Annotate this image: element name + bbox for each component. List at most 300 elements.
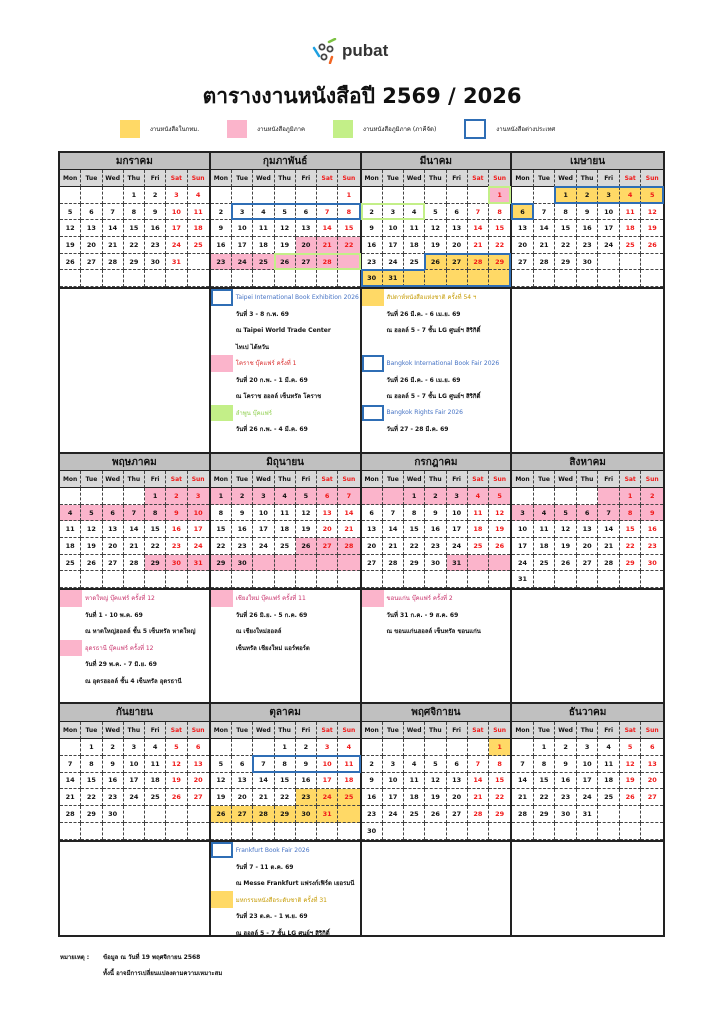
empty-cell xyxy=(383,739,404,756)
empty-cell xyxy=(296,823,317,840)
day-cell: 9 xyxy=(232,505,253,522)
day-cell: 24 xyxy=(598,237,620,254)
weekday-header: Thu xyxy=(425,722,446,739)
month-calendar xyxy=(512,454,663,588)
empty-cell xyxy=(253,571,274,588)
day-cell: 30 xyxy=(555,806,577,823)
empty-cell xyxy=(468,270,489,287)
day-cell: 13 xyxy=(641,756,663,773)
month-calendar xyxy=(60,153,211,287)
day-cell: 21 xyxy=(598,538,620,555)
empty-cell xyxy=(598,488,620,505)
day-cell: 8 xyxy=(338,204,359,221)
month-name: ธันวาคม xyxy=(512,704,663,722)
empty-cell xyxy=(620,571,642,588)
empty-cell xyxy=(534,823,556,840)
month-calendar xyxy=(362,704,513,840)
legend-swatch xyxy=(464,119,486,139)
day-cell: 29 xyxy=(211,555,232,572)
day-cell: 16 xyxy=(641,521,663,538)
empty-cell xyxy=(425,823,446,840)
month-name: สิงหาคม xyxy=(512,454,663,471)
day-cell: 14 xyxy=(338,505,359,522)
weekday-header: Sun xyxy=(641,722,663,739)
event-title xyxy=(211,590,360,607)
day-cell: 17 xyxy=(253,521,274,538)
weekday-header: Tue xyxy=(232,722,253,739)
weekday-header: Tue xyxy=(534,722,556,739)
empty-cell xyxy=(145,571,166,588)
day-cell: 10 xyxy=(166,204,187,221)
day-cell: 30 xyxy=(577,254,599,271)
day-cell: 14 xyxy=(253,773,274,790)
events-column xyxy=(362,842,513,935)
day-cell: 28 xyxy=(253,806,274,823)
day-cell: 18 xyxy=(404,237,425,254)
note-line: ข้อมูล ณ วันที่ 19 พฤศจิกายน 2568 xyxy=(103,954,201,961)
empty-cell xyxy=(124,488,145,505)
day-cell: 21 xyxy=(317,237,338,254)
weekday-header: Tue xyxy=(81,471,102,488)
empty-cell xyxy=(512,270,534,287)
day-cell: 16 xyxy=(577,220,599,237)
day-cell: 5 xyxy=(425,756,446,773)
day-cell: 11 xyxy=(188,204,209,221)
day-cell: 31 xyxy=(577,806,599,823)
day-cell: 1 xyxy=(211,488,232,505)
day-cell: 4 xyxy=(145,739,166,756)
day-cell: 22 xyxy=(534,789,556,806)
day-cell: 1 xyxy=(81,739,102,756)
weekday-header: Thu xyxy=(577,722,599,739)
day-cell: 22 xyxy=(555,237,577,254)
empty-cell xyxy=(211,739,232,756)
weekday-header: Tue xyxy=(534,471,556,488)
day-cell: 13 xyxy=(188,756,209,773)
event-outline xyxy=(511,203,534,221)
weekday-header: Fri xyxy=(598,471,620,488)
event-marker xyxy=(60,640,82,657)
weekday-header: Fri xyxy=(296,722,317,739)
weekday-header: Sun xyxy=(188,170,209,187)
empty-cell xyxy=(598,806,620,823)
day-cell: 26 xyxy=(620,789,642,806)
day-cell: 28 xyxy=(317,254,338,271)
weekday-header: Wed xyxy=(555,722,577,739)
quarter-2 xyxy=(58,452,665,588)
day-cell: 18 xyxy=(275,521,296,538)
page-title: ตารางงานหนังสือปี 2569 / 2026 xyxy=(202,84,522,108)
day-cell: 20 xyxy=(577,538,599,555)
empty-cell xyxy=(60,187,81,204)
empty-cell xyxy=(211,270,232,287)
day-cell: 29 xyxy=(534,806,556,823)
day-cell: 31 xyxy=(317,806,338,823)
empty-cell xyxy=(447,739,468,756)
day-cell: 19 xyxy=(211,789,232,806)
day-cell: 15 xyxy=(489,773,510,790)
day-cell: 26 xyxy=(489,538,510,555)
weekday-header: Fri xyxy=(447,722,468,739)
day-cell: 3 xyxy=(383,204,404,221)
day-cell: 15 xyxy=(404,521,425,538)
day-cell: 8 xyxy=(489,204,510,221)
day-cell: 4 xyxy=(620,187,642,204)
day-cell: 20 xyxy=(641,773,663,790)
day-cell: 14 xyxy=(383,521,404,538)
day-cell: 15 xyxy=(124,220,145,237)
empty-cell xyxy=(317,823,338,840)
day-cell: 3 xyxy=(253,488,274,505)
day-cell: 3 xyxy=(512,505,534,522)
day-cell: 6 xyxy=(577,505,599,522)
event-outline xyxy=(252,203,274,221)
month-name: กันยายน xyxy=(60,704,209,722)
weekday-header: Sat xyxy=(468,170,489,187)
day-cell: 28 xyxy=(468,254,489,271)
day-cell: 25 xyxy=(145,789,166,806)
day-cell: 25 xyxy=(598,789,620,806)
day-cell: 19 xyxy=(555,538,577,555)
day-cell: 27 xyxy=(81,254,102,271)
day-cell: 26 xyxy=(166,789,187,806)
day-cell: 30 xyxy=(145,254,166,271)
day-cell: 29 xyxy=(489,806,510,823)
event-detail: วันที่ 20 ก.พ. - 1 มี.ค. 69 xyxy=(235,376,308,384)
event-outline xyxy=(446,269,468,287)
events-column xyxy=(512,289,663,452)
day-cell: 17 xyxy=(598,220,620,237)
weekday-header: Fri xyxy=(296,471,317,488)
day-cell: 11 xyxy=(275,505,296,522)
weekday-header: Sat xyxy=(166,170,187,187)
weekday-header: Mon xyxy=(60,722,81,739)
day-cell: 8 xyxy=(404,505,425,522)
event-detail: วันที่ 3 - 8 ก.พ. 69 xyxy=(235,310,289,318)
day-cell: 31 xyxy=(447,555,468,572)
event-outline xyxy=(488,253,511,271)
day-cell: 10 xyxy=(124,756,145,773)
legend-label: งานหนังสือต่างประเทศ xyxy=(496,126,556,133)
weekday-header: Thu xyxy=(577,170,599,187)
day-cell: 6 xyxy=(512,204,534,221)
events-column xyxy=(512,842,663,935)
weekday-header: Fri xyxy=(598,170,620,187)
day-cell: 21 xyxy=(512,789,534,806)
day-cell: 25 xyxy=(620,237,642,254)
day-cell: 30 xyxy=(362,270,383,287)
empty-cell xyxy=(598,270,620,287)
empty-cell xyxy=(362,739,383,756)
day-cell: 1 xyxy=(555,187,577,204)
day-cell: 6 xyxy=(447,204,468,221)
day-cell: 23 xyxy=(577,237,599,254)
weekday-header: Wed xyxy=(253,170,274,187)
event-title xyxy=(60,590,209,607)
weekday-header: Sun xyxy=(338,170,359,187)
empty-cell xyxy=(103,270,124,287)
empty-cell xyxy=(145,823,166,840)
event-detail: ณ Messe Frankfurt แฟรงก์เฟิร์ต เยอรมนี xyxy=(235,880,355,888)
day-cell: 1 xyxy=(404,488,425,505)
day-cell: 21 xyxy=(534,237,556,254)
empty-cell xyxy=(338,571,359,588)
empty-cell xyxy=(296,187,317,204)
day-cell: 21 xyxy=(338,521,359,538)
empty-cell xyxy=(211,823,232,840)
day-cell: 11 xyxy=(598,756,620,773)
day-cell: 2 xyxy=(232,488,253,505)
event-outline xyxy=(274,253,296,271)
empty-cell xyxy=(188,823,209,840)
event-title xyxy=(211,405,360,422)
day-cell: 2 xyxy=(145,187,166,204)
empty-cell xyxy=(253,823,274,840)
empty-cell xyxy=(103,571,124,588)
day-cell: 9 xyxy=(103,756,124,773)
day-cell: 17 xyxy=(166,220,187,237)
empty-cell xyxy=(512,823,534,840)
day-cell: 15 xyxy=(620,521,642,538)
day-cell: 12 xyxy=(641,204,663,221)
month-name: กรกฎาคม xyxy=(362,454,511,471)
event-detail: ณ หาดใหญ่ฮอลล์ ชั้น 5 เซ็นทรัล หาดใหญ่ xyxy=(85,628,196,636)
day-cell: 25 xyxy=(468,538,489,555)
weekday-header: Thu xyxy=(124,471,145,488)
day-cell: 1 xyxy=(489,739,510,756)
day-cell: 21 xyxy=(468,789,489,806)
event-title-text: ลำพูน บุ๊คแฟร์ xyxy=(235,409,272,417)
event-outline xyxy=(337,755,360,773)
day-cell: 28 xyxy=(60,806,81,823)
day-cell: 3 xyxy=(232,204,253,221)
day-cell: 18 xyxy=(253,237,274,254)
day-cell: 20 xyxy=(447,237,468,254)
day-cell: 28 xyxy=(534,254,556,271)
event-outline xyxy=(403,269,425,287)
event-detail: ณ โคราช ฮอลล์ เซ็นทรัล โคราช xyxy=(235,393,322,401)
event-outline xyxy=(554,186,577,204)
events-panel xyxy=(58,840,665,937)
weekday-header: Mon xyxy=(512,170,534,187)
empty-cell xyxy=(534,270,556,287)
day-cell: 29 xyxy=(124,254,145,271)
day-cell: 15 xyxy=(211,521,232,538)
empty-cell xyxy=(362,187,383,204)
day-cell: 9 xyxy=(555,756,577,773)
empty-cell xyxy=(81,488,102,505)
event-outline xyxy=(252,755,274,773)
day-cell: 8 xyxy=(489,756,510,773)
day-cell: 2 xyxy=(362,756,383,773)
day-cell: 1 xyxy=(124,187,145,204)
day-cell: 10 xyxy=(577,756,599,773)
weekday-header: Fri xyxy=(145,170,166,187)
empty-cell xyxy=(620,254,642,271)
day-cell: 3 xyxy=(447,488,468,505)
weekday-header: Wed xyxy=(404,170,425,187)
day-cell: 22 xyxy=(211,538,232,555)
day-cell: 16 xyxy=(296,773,317,790)
event-outline xyxy=(467,269,489,287)
month-name: มีนาคม xyxy=(362,153,511,170)
logo-mark-icon xyxy=(312,38,338,64)
day-cell: 27 xyxy=(317,538,338,555)
day-cell: 4 xyxy=(338,739,359,756)
day-cell: 18 xyxy=(338,773,359,790)
event-outline xyxy=(488,186,511,204)
empty-cell xyxy=(577,823,599,840)
day-cell: 23 xyxy=(555,789,577,806)
empty-cell xyxy=(166,571,187,588)
day-cell: 23 xyxy=(232,538,253,555)
weekday-header: Fri xyxy=(145,471,166,488)
event-title-text: มหกรรมหนังสือระดับชาติ ครั้งที่ 31 xyxy=(235,896,328,904)
weekday-header: Tue xyxy=(232,471,253,488)
event-title-text: Taipei International Book Exhibition 2026 xyxy=(235,293,359,301)
month-calendar xyxy=(211,704,362,840)
day-cell: 6 xyxy=(641,739,663,756)
event-marker xyxy=(362,405,384,422)
day-cell: 16 xyxy=(362,789,383,806)
empty-cell xyxy=(383,823,404,840)
event-outline xyxy=(274,755,296,773)
day-cell: 14 xyxy=(534,220,556,237)
day-cell: 2 xyxy=(296,739,317,756)
day-cell: 26 xyxy=(641,237,663,254)
day-cell: 28 xyxy=(383,555,404,572)
day-cell: 10 xyxy=(188,505,209,522)
weekday-header: Sat xyxy=(317,471,338,488)
day-cell: 18 xyxy=(598,773,620,790)
weekday-header: Tue xyxy=(81,722,102,739)
empty-cell xyxy=(425,571,446,588)
day-cell: 22 xyxy=(275,789,296,806)
day-cell: 7 xyxy=(598,505,620,522)
empty-cell xyxy=(447,823,468,840)
day-cell: 10 xyxy=(447,505,468,522)
empty-cell xyxy=(362,571,383,588)
day-cell: 16 xyxy=(145,220,166,237)
weekday-header: Mon xyxy=(211,722,232,739)
day-cell: 9 xyxy=(577,204,599,221)
day-cell: 10 xyxy=(253,505,274,522)
empty-cell xyxy=(60,488,81,505)
empty-cell xyxy=(232,187,253,204)
weekday-header: Tue xyxy=(383,722,404,739)
empty-cell xyxy=(577,270,599,287)
weekday-header: Sat xyxy=(620,170,642,187)
event-outline xyxy=(446,253,468,271)
event-title-text: หาดใหญ่ บุ๊คแฟร์ ครั้งที่ 12 xyxy=(85,595,155,603)
empty-cell xyxy=(598,823,620,840)
empty-cell xyxy=(512,187,534,204)
day-cell: 14 xyxy=(468,220,489,237)
day-cell: 12 xyxy=(555,521,577,538)
empty-cell xyxy=(555,823,577,840)
empty-cell xyxy=(447,571,468,588)
day-cell: 15 xyxy=(275,773,296,790)
day-cell: 19 xyxy=(620,773,642,790)
day-cell: 7 xyxy=(317,204,338,221)
day-cell: 5 xyxy=(620,739,642,756)
events-panel xyxy=(58,287,665,454)
day-cell: 24 xyxy=(166,237,187,254)
day-cell: 17 xyxy=(188,521,209,538)
weekday-header: Wed xyxy=(404,471,425,488)
empty-cell xyxy=(253,270,274,287)
empty-cell xyxy=(534,571,556,588)
day-cell: 18 xyxy=(60,538,81,555)
day-cell: 2 xyxy=(103,739,124,756)
event-marker xyxy=(211,355,233,372)
day-cell: 21 xyxy=(124,538,145,555)
event-detail: ณ ขอนแก่นฮอลล์ เซ็นทรัล ขอนแก่น xyxy=(386,628,481,636)
day-cell: 13 xyxy=(296,220,317,237)
event-detail: วันที่ 27 - 28 มี.ค. 69 xyxy=(386,426,449,434)
weekday-header: Thu xyxy=(275,170,296,187)
month-name: กุมภาพันธ์ xyxy=(211,153,360,170)
empty-cell xyxy=(555,488,577,505)
empty-cell xyxy=(383,187,404,204)
day-cell: 15 xyxy=(81,773,102,790)
day-cell: 26 xyxy=(425,254,446,271)
empty-cell xyxy=(425,739,446,756)
weekday-header: Wed xyxy=(555,170,577,187)
events-column xyxy=(362,289,513,452)
day-cell: 24 xyxy=(577,789,599,806)
day-cell: 12 xyxy=(620,756,642,773)
month-name: พฤษภาคม xyxy=(60,454,209,471)
empty-cell xyxy=(296,555,317,572)
empty-cell xyxy=(598,571,620,588)
day-cell: 4 xyxy=(468,488,489,505)
weekday-header: Mon xyxy=(211,471,232,488)
event-title-text: โคราช บุ๊คแฟร์ ครั้งที่ 1 xyxy=(235,360,297,368)
day-cell: 18 xyxy=(188,220,209,237)
event-marker xyxy=(211,405,233,422)
event-outline xyxy=(361,269,383,287)
empty-cell xyxy=(620,270,642,287)
empty-cell xyxy=(103,488,124,505)
day-cell: 8 xyxy=(124,204,145,221)
day-cell: 13 xyxy=(447,773,468,790)
empty-cell xyxy=(641,806,663,823)
day-cell: 29 xyxy=(620,555,642,572)
day-cell: 23 xyxy=(362,254,383,271)
event-outline xyxy=(361,203,383,221)
day-cell: 6 xyxy=(296,204,317,221)
day-cell: 4 xyxy=(534,505,556,522)
day-cell: 28 xyxy=(124,555,145,572)
event-title-text: Bangkok Rights Fair 2026 xyxy=(386,409,463,417)
day-cell: 8 xyxy=(275,756,296,773)
event-marker xyxy=(211,590,233,607)
day-cell: 26 xyxy=(555,555,577,572)
events-column xyxy=(60,289,211,452)
empty-cell xyxy=(103,823,124,840)
day-cell: 20 xyxy=(447,789,468,806)
empty-cell xyxy=(489,823,510,840)
day-cell: 31 xyxy=(512,571,534,588)
day-cell: 25 xyxy=(338,789,359,806)
day-cell: 30 xyxy=(362,823,383,840)
empty-cell xyxy=(404,270,425,287)
event-detail: วันที่ 1 - 10 พ.ค. 69 xyxy=(85,611,143,619)
day-cell: 3 xyxy=(383,756,404,773)
day-cell: 29 xyxy=(81,806,102,823)
legend-item xyxy=(464,119,555,139)
